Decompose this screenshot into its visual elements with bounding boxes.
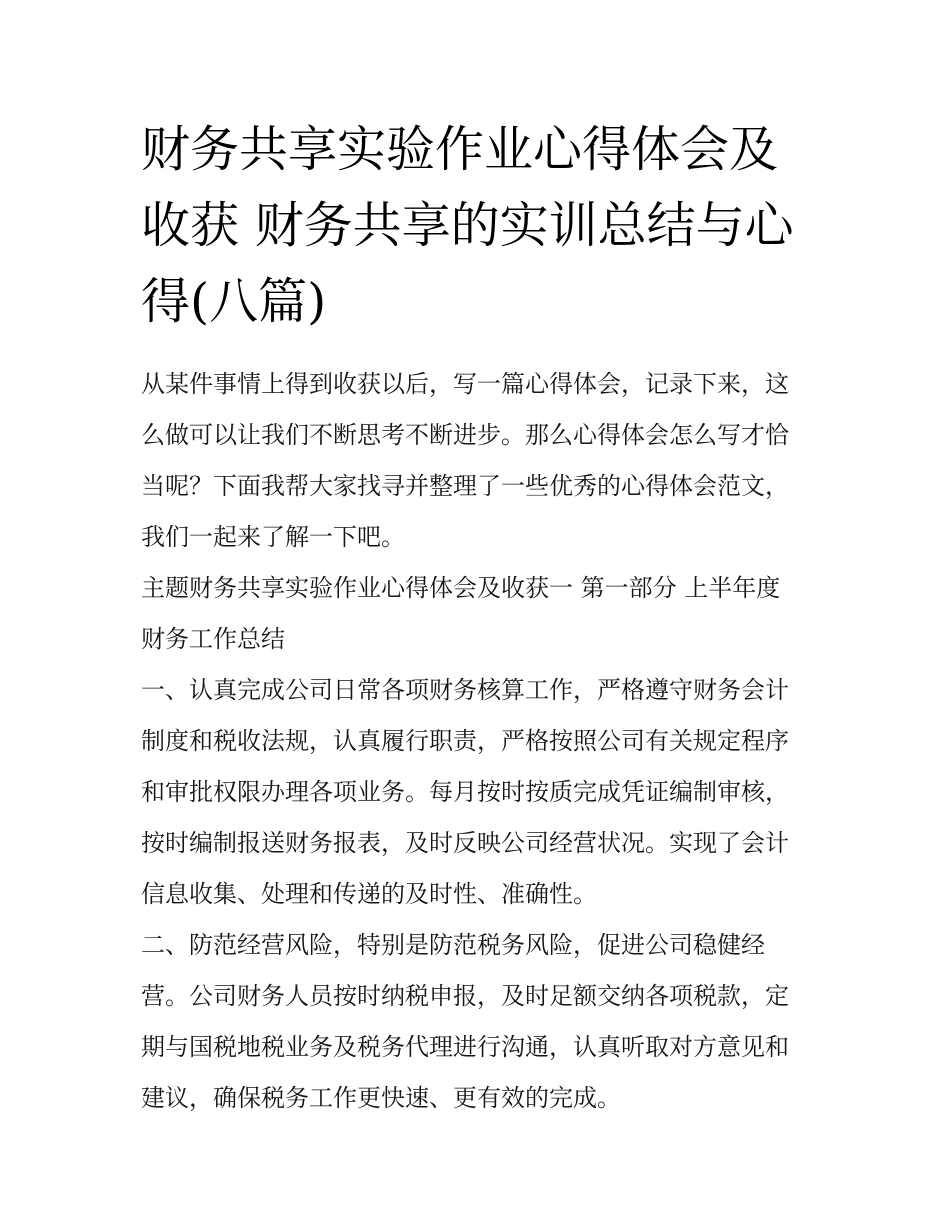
intro-paragraph-line: 我们一起来了解一下吧。 [141,523,405,551]
item-one-line: 信息收集、处理和传递的及时性、准确性。 [141,880,597,908]
intro-paragraph-line: 当呢？下面我帮大家找寻并整理了一些优秀的心得体会范文， [141,472,789,500]
item-two-line: 营。公司财务人员按时纳税申报，及时足额交纳各项税款，定 [141,982,789,1010]
item-one-line: 一、认真完成公司日常各项财务核算工作，严格遵守财务会计 [141,676,789,704]
title-line: 得(八篇) [141,273,327,330]
intro-paragraph-line: 从某件事情上得到收获以后，写一篇心得体会，记录下来，这 [141,370,789,398]
item-two-line: 建议，确保税务工作更快速、更有效的完成。 [141,1084,621,1112]
item-two-line: 期与国税地税业务及税务代理进行沟通，认真听取对方意见和 [141,1033,789,1061]
section-heading-line: 财务工作总结 [141,625,285,653]
item-two-line: 二、防范经营风险，特别是防范税务风险，促进公司稳健经 [141,931,765,959]
document-body [141,359,821,1124]
item-one-line: 制度和税收法规，认真履行职责，严格按照公司有关规定程序 [141,727,789,755]
intro-paragraph-line: 么做可以让我们不断思考不断进步。那么心得体会怎么写才恰 [141,421,789,449]
title-line: 收获 财务共享的实训总结与心 [141,197,794,254]
section-heading-line: 主题财务共享实验作业心得体会及收获一 第一部分 上半年度 [141,574,781,602]
item-one-line: 按时编制报送财务报表，及时反映公司经营状况。实现了会计 [141,829,789,857]
document-title [141,112,821,340]
item-one-line: 和审批权限办理各项业务。每月按时按质完成凭证编制审核， [141,778,789,806]
document-page [141,112,821,1124]
title-line: 财务共享实验作业心得体会及 [141,121,779,178]
